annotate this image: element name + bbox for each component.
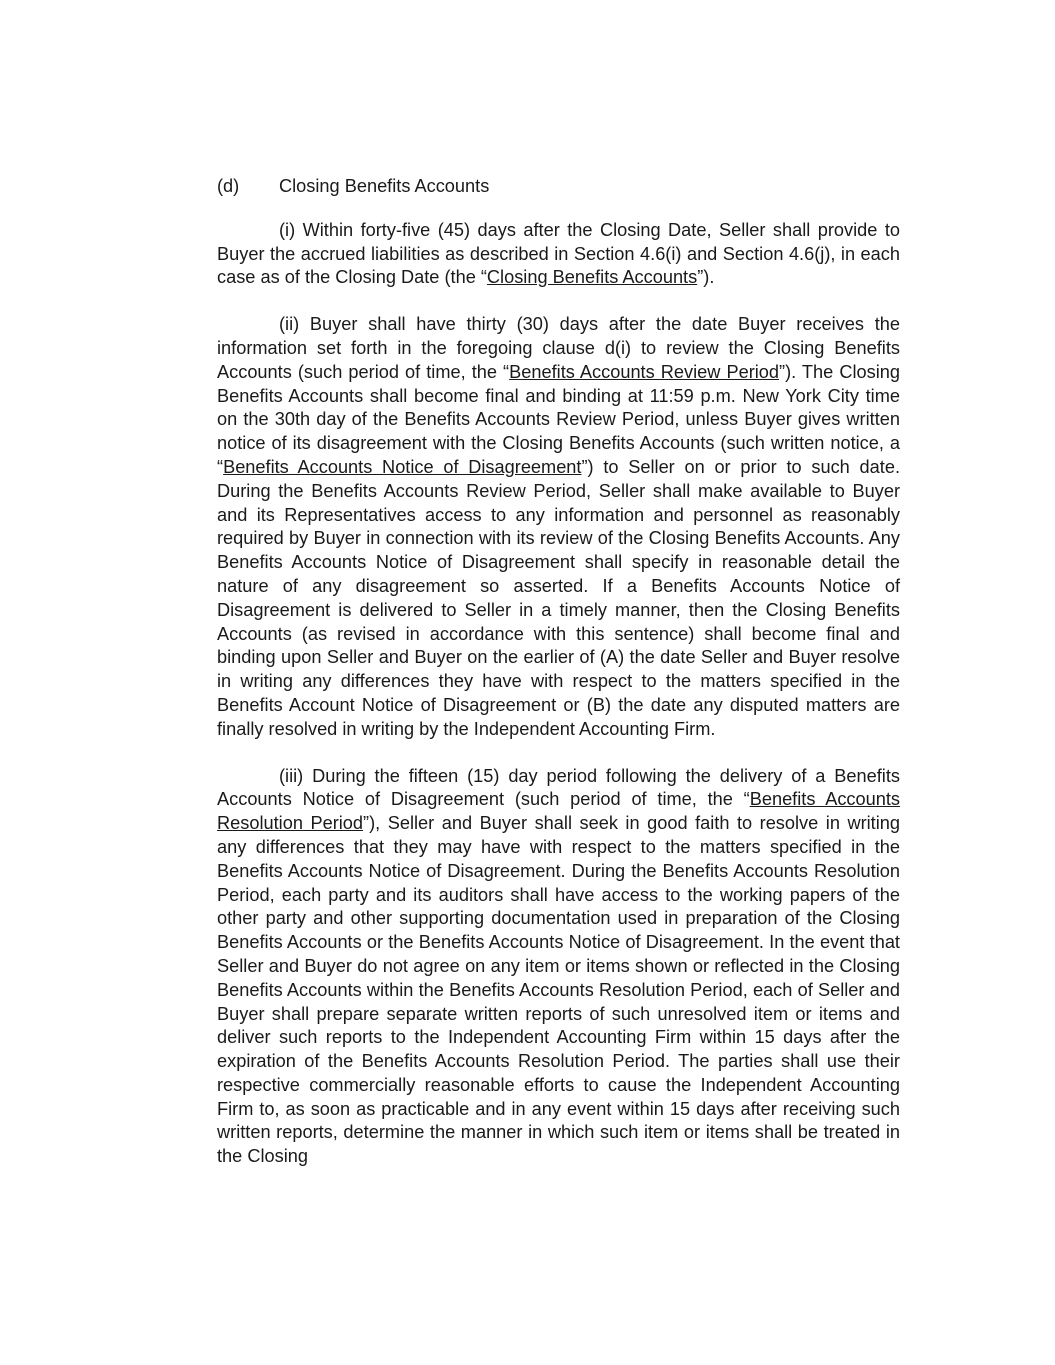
- paragraph-text: ”).: [697, 267, 715, 288]
- paragraph-text: ”), Seller and Buyer shall seek in good faith to resolve in writing any differences that they may have with respect to the matters specified in the Benefits Accounts Notice of Disagreement. During the Benefits Accounts Resolution Period, each party and its auditors shall have access to the working papers of the other party and other supporting documentation used in preparation of the Closing Benefits Accounts or the Benefits Accounts Notice of Disagreement. In the event that Seller and Buyer do not agree on any item or items shown or reflected in the Closing Benefits Accounts within the Benefits Accounts Resolution Period, each of Seller and Buyer shall prepare separate written reports of such unresolved item or items and deliver such reports to the Independent Accounting Firm within 15 days after the expiration of the Benefits Accounts Resolution Period. The parties shall use their respective commercially reasonable efforts to cause the Independent Accounting Firm to, as soon as practicable and in any event within 15 days after receiving such written reports, determine the manner in which such item or items shall be treated in the Closing: [217, 813, 900, 1167]
- paragraph-text: ”) to Seller on or prior to such date. During the Benefits Accounts Review Period, Seller shall make available to Buyer and its Representatives access to any information and personnel as reasonably required by Buyer in connection with its review of the Closing Benefits Accounts. Any Benefits Accounts Notice of Disagreement shall specify in reasonable detail the nature of any disagreement so asserted. If a Benefits Accounts Notice of Disagreement is delivered to Seller in a timely manner, then the Closing Benefits Accounts (as revised in accordance with this sentence) shall become final and binding upon Seller and Buyer on the earlier of (A) the date Seller and Buyer resolve in writing any differences they have with respect to the matters specified in the Benefits Account Notice of Disagreement or (B) the date any disputed matters are finally resolved in writing by the Independent Accounting Firm.: [217, 456, 900, 739]
- paragraph-ii: [217, 313, 900, 741]
- defined-term: Benefits Accounts Review Period: [509, 361, 780, 382]
- paragraph-text: (ii) Buyer shall have thirty (30) days after the date Buyer receives the information set forth in the foregoing clause d(i) to review the Closing Benefits Accounts (such period of time, the “: [217, 314, 900, 382]
- document-page: [217, 175, 900, 1192]
- paragraph-text: (iii) During the fifteen (15) day period following the delivery of a Benefits Accounts Notice of Disagreement (such period of time, the “: [217, 765, 900, 810]
- section-number: (d): [217, 176, 240, 196]
- defined-term: Closing Benefits Accounts: [486, 267, 698, 288]
- defined-term: Benefits Accounts Notice of Disagreement: [223, 456, 582, 477]
- paragraph-text: ”). The Closing Benefits Accounts shall become final and binding at 11:59 p.m. New York City time on the 30th day of the Benefits Accounts Review Period, unless Buyer gives written notice of its disagreement with the Closing Benefits Accounts (such written notice, a “: [217, 361, 900, 477]
- section-heading: [217, 175, 900, 199]
- paragraph-i: [217, 219, 900, 290]
- paragraph-iii: [217, 765, 900, 1170]
- section-title: Closing Benefits Accounts: [279, 176, 490, 196]
- defined-term: Benefits Accounts Resolution Period: [217, 789, 901, 834]
- paragraph-text: (i) Within forty-five (45) days after the Closing Date, Seller shall provide to Buyer the accrued liabilities as described in Section 4.6(i) and Section 4.6(j), in each case as of the Closing Date (the “: [217, 219, 900, 288]
